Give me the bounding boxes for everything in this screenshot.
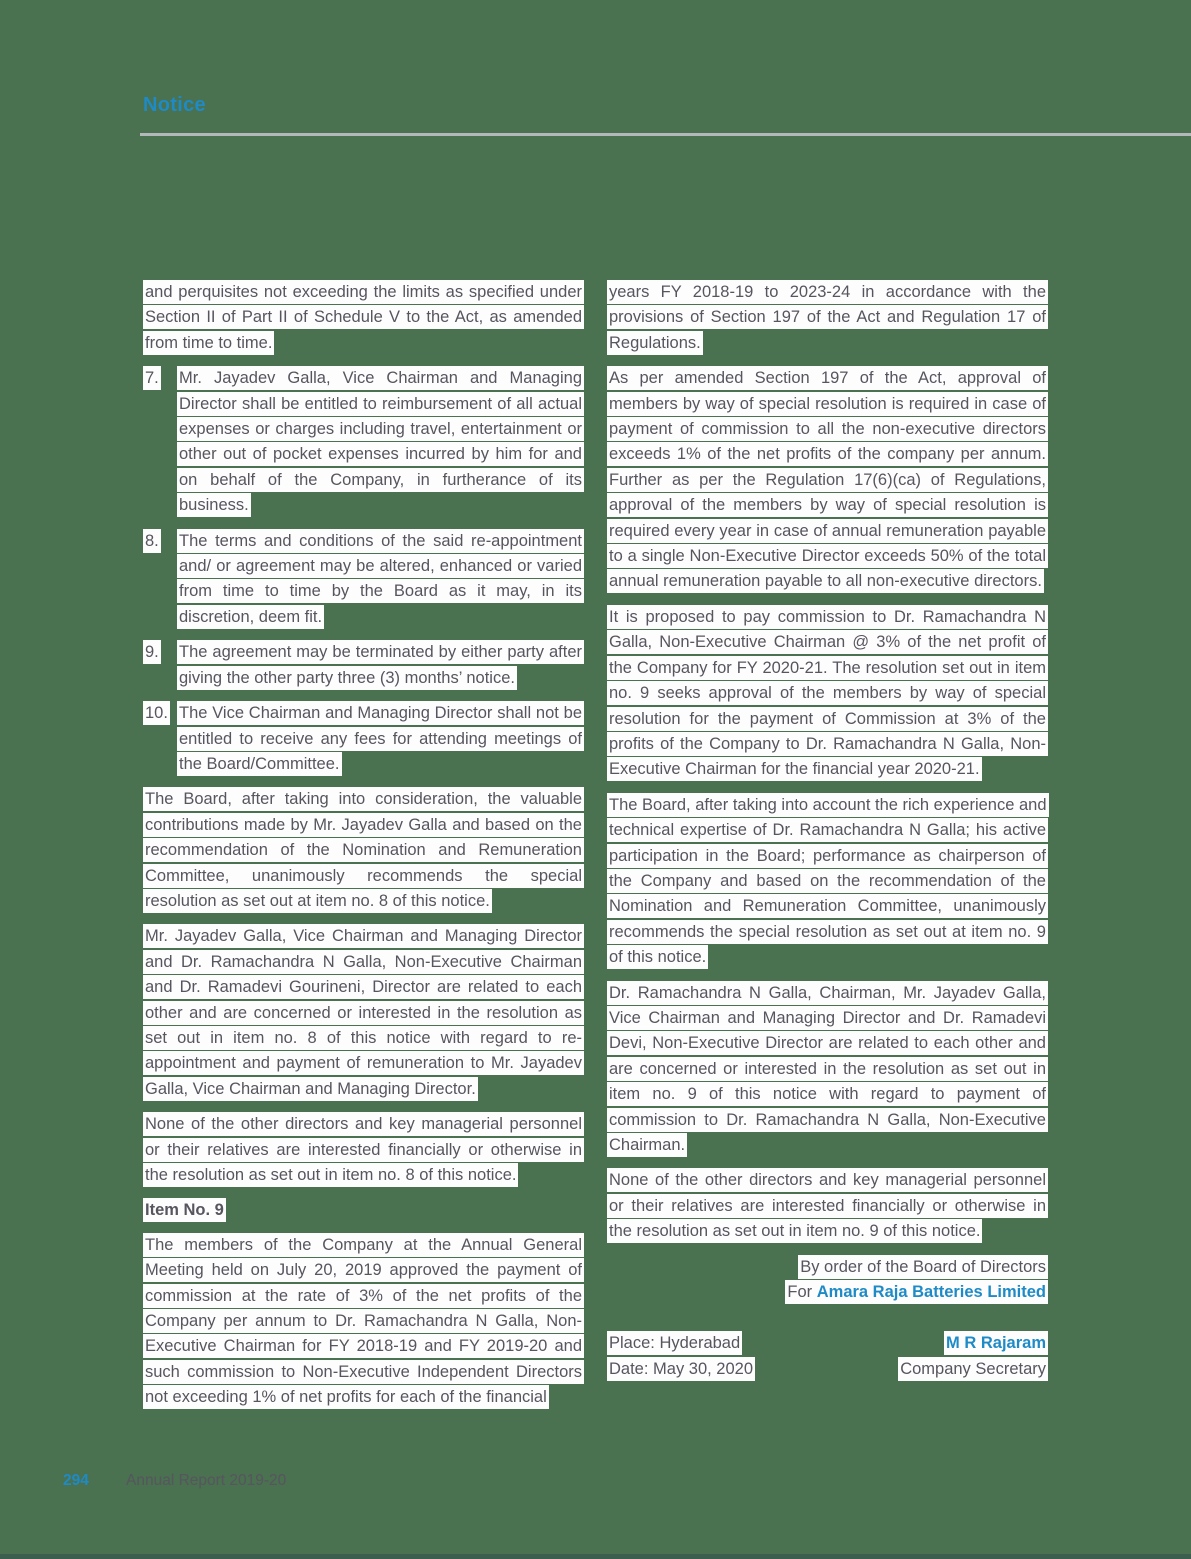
list-item-text-content: The terms and conditions of the said re-appointment and/ or agreement may be altered, enhanced or varied from time to time by the Board as it may, in its discretion, deem fit. — [177, 529, 584, 629]
paragraph — [607, 605, 1048, 783]
paragraph — [607, 280, 1048, 356]
bottom-bar — [0, 1554, 1191, 1559]
company-name: Amara Raja Batteries Limited — [816, 1283, 1046, 1302]
page-title: Notice — [143, 94, 206, 116]
signatory-name-line — [898, 1331, 1048, 1356]
list-item-text — [177, 366, 584, 518]
list-item — [143, 529, 584, 631]
list-item-text — [177, 701, 584, 777]
page-number: 294 — [63, 1472, 89, 1489]
content — [143, 280, 1048, 1421]
paragraph — [607, 981, 1048, 1159]
paragraph — [143, 1112, 584, 1188]
paragraph — [143, 924, 584, 1102]
paragraph — [607, 793, 1048, 971]
signoff-text — [785, 1280, 1048, 1304]
signatory-name: M R Rajaram — [944, 1331, 1048, 1355]
list-item — [143, 366, 584, 518]
paragraph — [607, 1168, 1048, 1244]
paragraph — [143, 787, 584, 914]
paragraph — [607, 366, 1048, 595]
signatory-title: Company Secretary — [898, 1357, 1048, 1381]
paragraph-text: Mr. Jayadev Galla, Vice Chairman and Managing Director and Dr. Ramachandra N Galla, Non-Executive Chairman and Dr. Ramadevi Gourineni, Director are related to each other and are concerned or interested in the resolution as set out in item no. 8 of this notice with regard to re-appointment and payment of remuneration to Mr. Jayadev Galla, Vice Chairman and Managing Director. — [143, 924, 584, 1100]
numbered-list — [143, 366, 584, 777]
paragraph-text: As per amended Section 197 of the Act, approval of members by way of special resolution is required in case of payment of commission to all the non-executive directors exceeds 1% of the net profits of the company per annum. Further as per the Regulation 17(6)(ca) of Regulations, approval of the members by way of special resolution is required every year in case of annual remuneration payable to a single Non-Executive Director exceeds 50% of the total annual remuneration payable to all non-executive directors. — [607, 366, 1048, 593]
list-item-text-content: The Vice Chairman and Managing Director shall not be entitled to receive any fees for attending meetings of the Board/Committee. — [177, 701, 584, 776]
paragraph-text: and perquisites not exceeding the limits as specified under Section II of Part II of Schedule V to the Act, as amended from time to time. — [143, 280, 584, 355]
date-text: Date: May 30, 2020 — [607, 1357, 755, 1381]
list-item-number — [143, 640, 177, 691]
left-column — [143, 280, 584, 1421]
list-item-number-text: 9. — [143, 640, 161, 664]
paragraph-item9 — [143, 1233, 584, 1411]
list-item-number — [143, 366, 177, 518]
item9-heading-text: Item No. 9 — [143, 1198, 226, 1222]
list-item — [143, 701, 584, 777]
signoff-for: For — [787, 1283, 813, 1302]
list-item-text-content: Mr. Jayadev Galla, Vice Chairman and Managing Director shall be entitled to reimbursement of all actual expenses or charges including travel, entertainment or other out of pocket expenses incurred by him for and on behalf of the Company, in furtherance of its business. — [177, 366, 584, 517]
paragraph-text: Dr. Ramachandra N Galla, Chairman, Mr. Jayadev Galla, Vice Chairman and Managing Director and Dr. Ramadevi Devi, Non-Executive Director are related to each other and are concerned or interested in the resolution as set out in item no. 9 of this notice with regard to payment of commission to Dr. Ramachandra N Galla, Non-Executive Chairman. — [607, 981, 1048, 1157]
footer-label: Annual Report 2019-20 — [126, 1472, 287, 1489]
list-item-text — [177, 529, 584, 631]
signoff-text: By order of the Board of Directors — [798, 1255, 1048, 1279]
list-item-number-text: 7. — [143, 366, 161, 390]
paragraph-text: None of the other directors and key managerial personnel or their relatives are interested financially or otherwise in the resolution as set out in item no. 9 of this notice. — [607, 1168, 1048, 1243]
signoff-line-2 — [607, 1280, 1048, 1305]
place-line — [607, 1331, 755, 1356]
paragraph-text: None of the other directors and key managerial personnel or their relatives are interested financially or otherwise in the resolution as set out in item no. 8 of this notice. — [143, 1112, 584, 1187]
place-date-block — [607, 1331, 1048, 1382]
header-rule — [140, 133, 1191, 136]
left-paragraphs — [143, 787, 584, 1188]
place-date-left — [607, 1331, 755, 1382]
paragraph-text: The members of the Company at the Annual General Meeting held on July 20, 2019 approved the payment of commission at the rate of 3% of the net profits of the Company per annum to Dr. Ramachandra N Galla, Non-Executive Chairman for FY 2018-19 and FY 2019-20 and such commission to Non-Executive Independent Directors not exceeding 1% of net profits for each of the financial — [143, 1233, 584, 1409]
date-line — [607, 1357, 755, 1382]
list-item — [143, 640, 584, 691]
item9-heading — [143, 1198, 584, 1223]
place-text: Place: Hyderabad — [607, 1331, 742, 1355]
list-item-number-text: 8. — [143, 529, 161, 553]
list-item-text-content: The agreement may be terminated by either party after giving the other party three (3) months’ notice. — [177, 640, 584, 689]
paragraph-intro-continuation — [143, 280, 584, 356]
paragraph-text: years FY 2018-19 to 2023-24 in accordance with the provisions of Section 197 of the Act and Regulation 17 of Regulations. — [607, 280, 1048, 355]
right-paragraphs — [607, 280, 1048, 1245]
paragraph-text: The Board, after taking into consideration, the valuable contributions made by Mr. Jayadev Galla and based on the recommendation of the Nomination and Remuneration Committee, unanimously recommends the special resolution as set out at item no. 8 of this notice. — [143, 787, 584, 913]
signatory-title-line — [898, 1357, 1048, 1382]
list-item-number-text: 10. — [143, 701, 170, 725]
list-item-number — [143, 701, 177, 777]
right-column — [607, 280, 1048, 1421]
list-item-text — [177, 640, 584, 691]
paragraph-text: It is proposed to pay commission to Dr. Ramachandra N Galla, Non-Executive Chairman @ 3% of the net profit of the Company for FY 2020-21. The resolution set out in item no. 9 seeks approval of the members by way of special resolution for the payment of Commission at 3% of the profits of the Company to Dr. Ramachandra N Galla, Non-Executive Chairman for the financial year 2020-21. — [607, 605, 1048, 781]
paragraph-text: The Board, after taking into account the rich experience and technical expertise of Dr. Ramachandra N Galla; his active participation in the Board; performance as chairperson of the Company and based on the recommendation of the Nomination and Remuneration Committee, unanimously recommends the special resolution as set out at item no. 9 of this notice. — [607, 793, 1049, 969]
list-item-number — [143, 529, 177, 631]
signoff-line-1 — [607, 1255, 1048, 1280]
signatory-block — [898, 1331, 1048, 1382]
